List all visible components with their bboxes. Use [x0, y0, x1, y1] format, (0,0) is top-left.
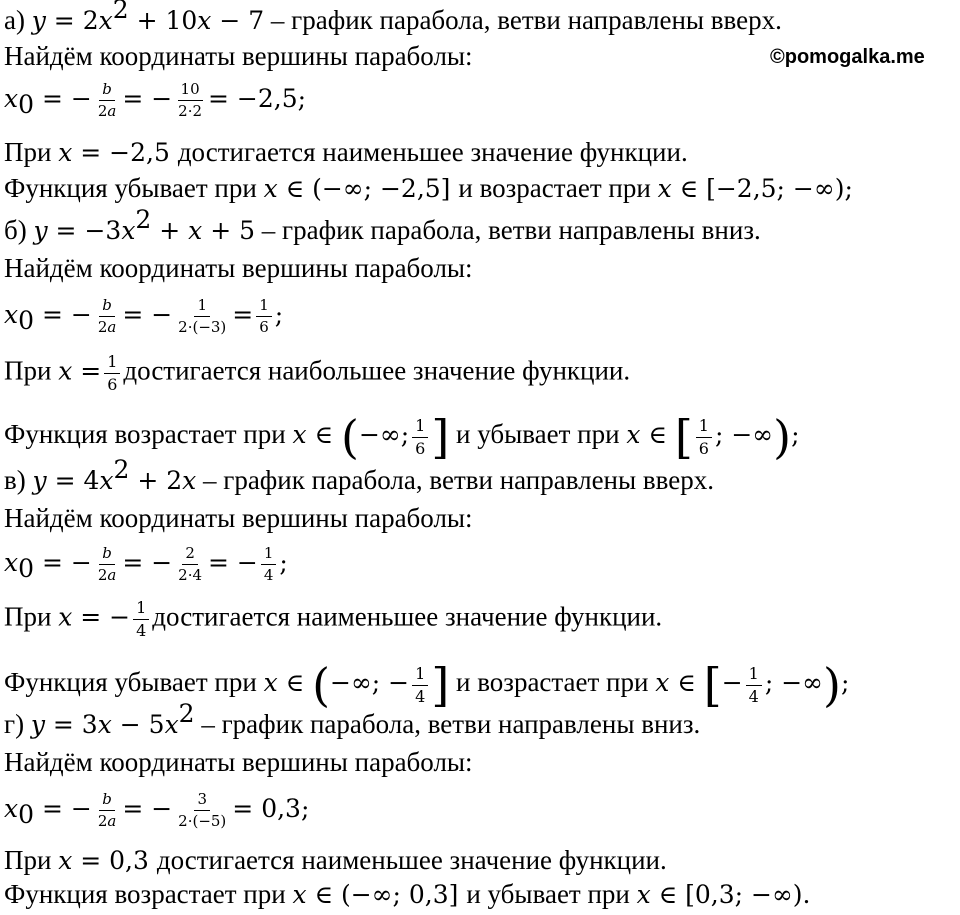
part-b-find: Найдём координаты вершины параболы: — [4, 253, 473, 283]
part-a-x0: $x_0$ = − $\frac{b}{2a}$ = − $\frac{10}{2\cdot 2}$ = −2,5; — [4, 80, 307, 121]
part-a-value: При x = −2,5 достигается наименьшее значение функции. — [4, 137, 688, 167]
watermark: ©pomogalka.me — [770, 46, 925, 68]
part-v-x0: $x_0$ = − $\frac{b}{2a}$ = − $\frac{2}{2\cdot 4}$ = − $\frac{1}{4}$ ; — [4, 544, 288, 585]
part-a-monotony: Функция убывает при x ∈ (−∞; −2,5] и возрастает при x ∈ [−2,5; −∞); — [4, 173, 853, 203]
part-a-find: Найдём координаты вершины параболы: — [4, 41, 473, 71]
part-v-monotony: Функция убывает при x ∈ (−∞; − $\frac{1}{4}$ ] и возрастает при x ∈ [− $\frac{1}{4}$ ; −∞); — [4, 658, 850, 712]
part-b-title: б) $y = -3x^2 + x + 5$ – график парабола, ветви направлены вниз. — [4, 205, 761, 245]
part-b-monotony: Функция возрастает при x ∈ (−∞; $\frac{1}{6}$ ] и убывает при x ∈ [ $\frac{1}{6}$ ; −∞); — [4, 410, 800, 464]
part-g-find: Найдём координаты вершины параболы: — [4, 747, 473, 777]
part-g-x0: $x_0$ = − $\frac{b}{2a}$ = − $\frac{3}{2\cdot(-5)}$ = 0,3; — [4, 790, 310, 831]
part-b-x0: $x_0$ = − $\frac{b}{2a}$ = − $\frac{1}{2\cdot(-3)}$ = $\frac{1}{6}$ ; — [4, 296, 284, 337]
part-g-value: При x = 0,3 достигается наименьшее значение функции. — [4, 845, 667, 875]
part-v-title: в) $y = 4x^2 + 2x$ – график парабола, ветви направлены вверх. — [4, 455, 714, 495]
part-v-value: При x = − $\frac{1}{4}$ достигается наименьшее значение функции. — [4, 598, 663, 640]
part-b-value: При x = $\frac{1}{6}$ достигается наибольшее значение функции. — [4, 352, 631, 394]
part-g-title: г) $y = 3x - 5x^2$ – график парабола, ветви направлены вниз. — [4, 699, 701, 739]
part-g-monotony: Функция возрастает при x ∈ (−∞; 0,3] и убывает при x ∈ [0,3; −∞). — [4, 879, 811, 909]
part-v-find: Найдём координаты вершины параболы: — [4, 503, 473, 533]
part-a-title: а) $y = 2x^2 + 10x - 7$ – график парабола, ветви направлены вверх. — [4, 0, 782, 35]
